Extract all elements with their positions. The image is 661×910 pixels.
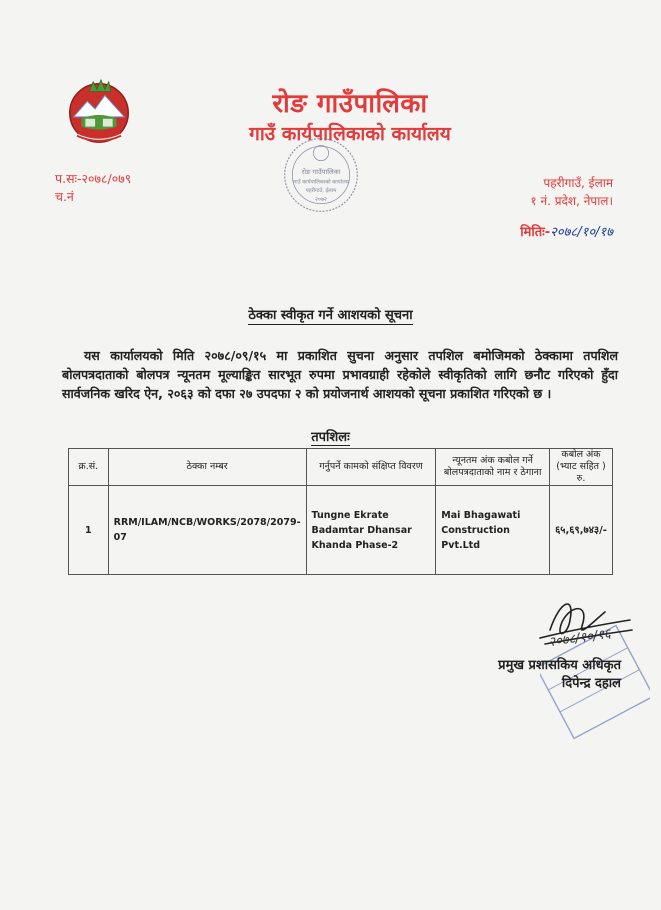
signatory-designation: प्रमुख प्रशासकिय अधिकृत [498, 658, 621, 673]
details-heading [0, 427, 661, 445]
address-line-1: पहरीगाउँ, ईलाम [543, 176, 613, 190]
seal-text-year: २०७२ [315, 196, 327, 203]
header-amount: कबोल अंक (भ्याट सहित ) रु. [550, 449, 613, 486]
office-subtitle: गाउँ कार्यपालिकाको कार्यालय [249, 123, 451, 145]
notice-body: यस कार्यालयको मिति २०७८/०९/१५ मा प्रकाशित सुचना अनुसार तपशिल बमोजिमको ठेक्कामा तपशिल बोलपत्रदाताको बोलपत्र न्यूनतम मूल्याङ्कित सारभूत रुपमा प्रभावग्राही रहेकोले स्वीकृतिको लागि छनौट गरिएको हुँदा सार्वजनिक खरिद ऐन, २०६३ को दफा २७ उपदफा २ को प्रयोजनार्थ आशयको सूचना प्रकाशित गरिएको छ । [62, 348, 618, 401]
cell-serial: 1 [69, 486, 109, 575]
nepal-emblem-icon [60, 72, 138, 150]
notice-title [0, 305, 661, 323]
signature-date: २०७८/१०/१६ [547, 626, 612, 651]
signatory-name: दिपेन्द्र दहाल [561, 676, 621, 691]
cell-work-description: Tungne Ekrate Badamtar Dhansar Khanda Phase-2 [306, 486, 436, 575]
header-serial: क्र.सं. [69, 449, 109, 486]
reference-number: प.सः-२०७८/०७९ [55, 171, 132, 186]
signature-icon [520, 590, 640, 660]
cell-bidder: Mai Bhagawati Construction Pvt.Ltd [436, 486, 550, 575]
dispatch-number: च.नं [55, 189, 74, 204]
office-seal-icon [278, 132, 364, 218]
cell-contract-number: RRM/ILAM/NCB/WORKS/2078/2079-07 [108, 486, 306, 575]
header-work-description: गर्नुपर्ने कामको संक्षिप्त विवरण [306, 449, 436, 486]
date-value: २०७८/१०/१७ [550, 225, 613, 240]
office-name: रोङ गाउँपालिका [272, 89, 428, 119]
seal-text-top: रोङ गाउँपालिका [301, 168, 341, 177]
reference-block [55, 170, 131, 206]
address-line-2: १ नं. प्रदेश, नेपाल। [530, 194, 613, 208]
header-bidder: न्यूनतम अंक कबोल गर्ने बोलपत्रदाताको नाम र ठेगाना [436, 449, 550, 486]
seal-text-place: पहरीगाउँ, ईलाम [305, 188, 337, 195]
header-contract-number: ठेक्का नम्बर [108, 449, 306, 486]
address-block [530, 174, 613, 210]
table-header-row [69, 449, 613, 486]
issue-date [520, 222, 613, 240]
seal-text-mid: गाउँ कार्यपालिकाको कार्यालय [293, 179, 349, 186]
cell-amount: ६५,६९,७४३/- [550, 486, 613, 575]
date-label: मितिः- [520, 225, 551, 240]
contract-table [68, 448, 613, 575]
signatory-block [498, 657, 621, 693]
notice-title-text: ठेक्का स्वीकृत गर्ने आशयको सूचना [248, 308, 413, 323]
details-heading-text: तपशिलः [311, 430, 350, 445]
table-row [69, 486, 613, 575]
